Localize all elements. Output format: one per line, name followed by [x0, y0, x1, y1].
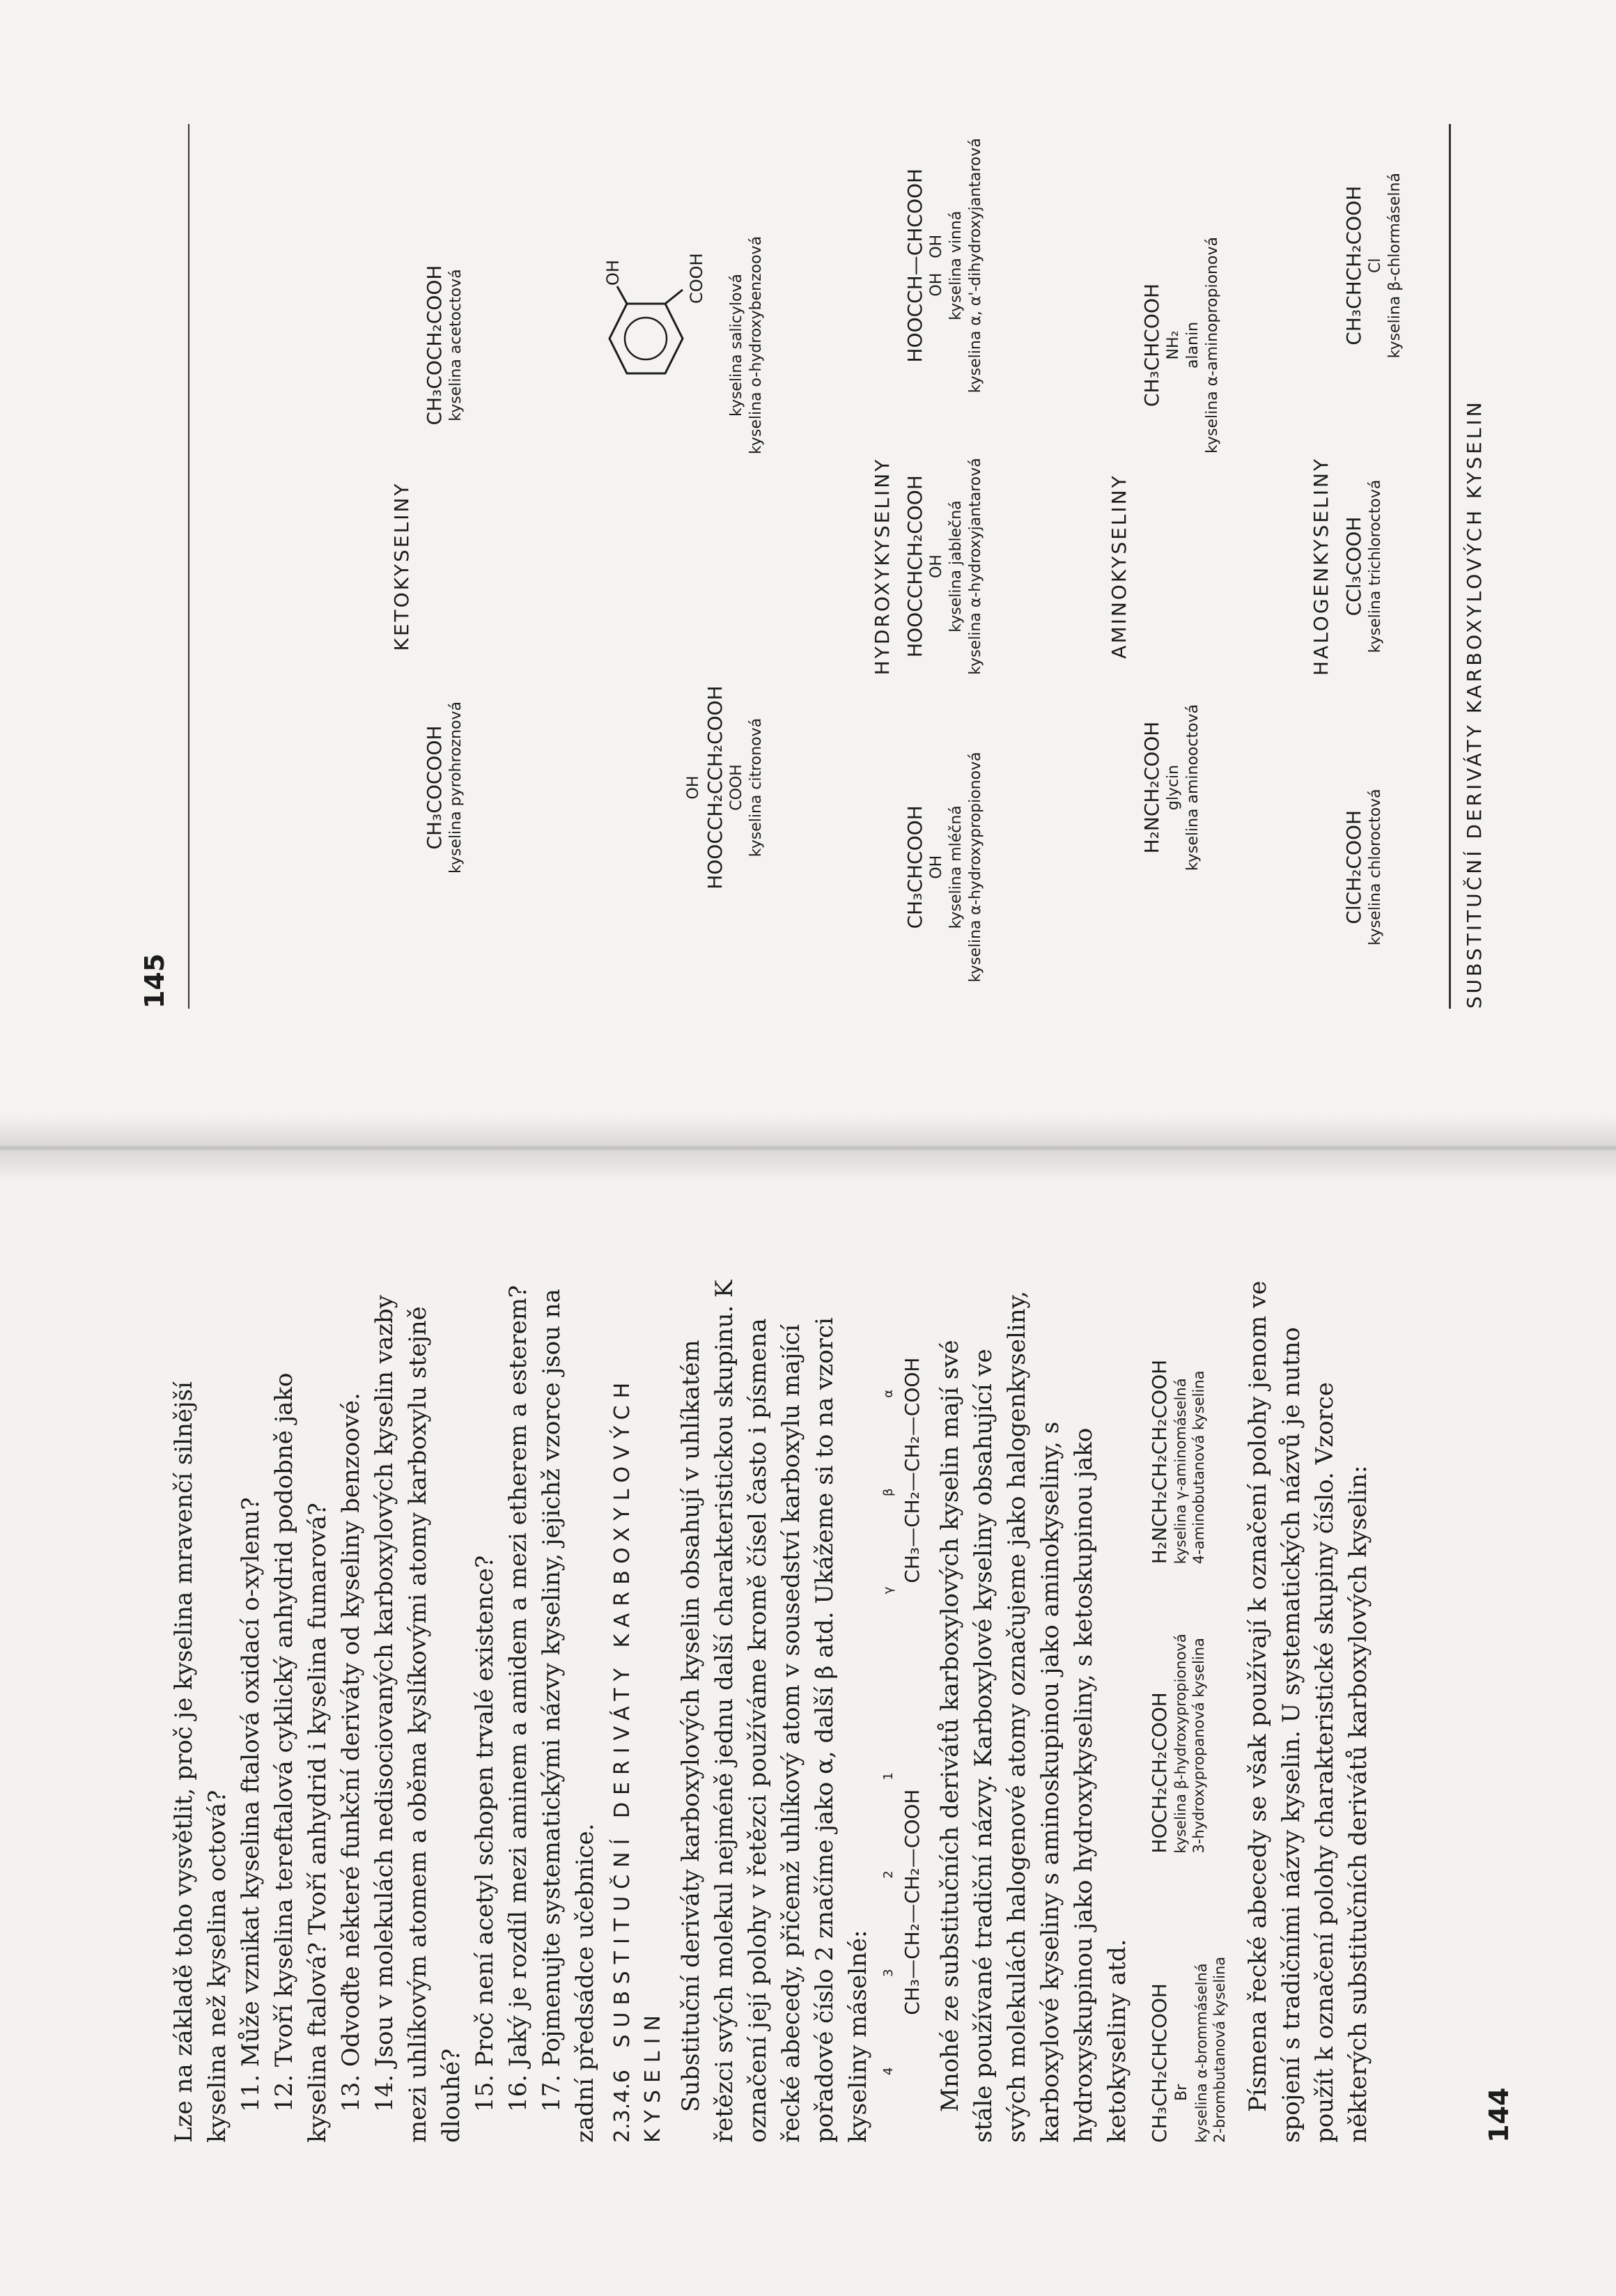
- compound-name: kyselina citronová: [747, 718, 765, 858]
- compound: [903, 726, 986, 1009]
- compound-substituent: OH OH: [928, 234, 945, 297]
- compound-name: glycin: [1165, 764, 1182, 811]
- compound-substituent: NH₂: [1165, 330, 1182, 360]
- compound: [1342, 124, 1405, 407]
- section-heading: [607, 1279, 669, 2143]
- greek-formula: [882, 1347, 929, 1594]
- question-13: 13. Odvoďte některé funkční deriváty od kyseliny benzoové.: [337, 1393, 365, 2112]
- header-rule: [1449, 124, 1451, 1009]
- example-name: kyselina γ-aminomáselná: [1172, 1378, 1189, 1565]
- compound-systematic-name: kyselina α-aminopropionová: [1204, 237, 1221, 453]
- example-systematic-name: 2-brombutanová kyselina: [1211, 1956, 1228, 2143]
- paragraph-2: Mnohé ze substitučních derivátů karboxylových kyselin mají své stále používané tradiční názvy. Karboxylové kyseliny obsahující ve svých molekulách halogenové atomy označujeme jako halogenkyseliny, karboxylové kyseliny s aminoskupinou jako aminokyseliny, s hydroxyskupinou jako hydroxykyseliny, s ketoskupinou jako ketokyseliny atd.: [936, 1290, 1131, 2143]
- compound-name: kyselina pyrohroznová: [447, 701, 465, 874]
- example-systematic-name: 3-hydroxypropanová kyselina: [1190, 1638, 1207, 1854]
- compound-salicylic: [603, 203, 766, 486]
- compound-name: kyselina salicylová: [728, 274, 745, 417]
- compound-systematic-name: kyselina α-hydroxyjantarová: [967, 458, 984, 675]
- compound: [423, 203, 466, 486]
- compound-name: kyselina acetoctová: [447, 269, 465, 421]
- numbered-chain: CH₃—CH₂—CH₂—COOH: [901, 1789, 924, 2015]
- group-row: [1342, 124, 1405, 1009]
- compound-systematic-name: kyselina α-hydroxypropionová: [967, 752, 984, 983]
- question-17: 17. Pojmenujte systematickými názvy kyseliny, jejichž vzorce jsou na zadní předsádce učebnice.: [538, 1289, 599, 2143]
- group-row: [603, 124, 766, 1009]
- compound-substituent: COOH: [728, 764, 745, 811]
- group-row: [423, 124, 466, 1009]
- example-item: [1148, 1568, 1229, 1853]
- page-number-right: 145: [139, 953, 170, 1009]
- example-item: [1148, 1279, 1229, 1564]
- compound-formula: CH₃CHCOOH: [1140, 283, 1163, 408]
- book-gutter: [0, 1115, 1616, 1181]
- example-systematic-name: 4-aminobutanová kyselina: [1190, 1370, 1207, 1565]
- compound-name: kyselina trichloroctová: [1367, 479, 1384, 653]
- compound-name: kyselina β-chlormáselná: [1386, 173, 1404, 359]
- group-row: [1140, 124, 1222, 1009]
- example-name: kyselina β-hydroxypropionová: [1172, 1634, 1189, 1854]
- group-row: [903, 124, 986, 1009]
- compound-formula: CH₃CHCOOH: [903, 805, 926, 929]
- page-number-left: 144: [1484, 2087, 1514, 2143]
- example-substituent: Br: [1173, 2084, 1190, 2101]
- salicylic-cooh-label: COOH: [687, 252, 706, 304]
- compound-substituent: OH: [928, 554, 945, 578]
- section-number: 2.3.4.6: [610, 2070, 635, 2143]
- group-heading: KETOKYSELINY: [390, 481, 413, 651]
- compound: [1342, 425, 1405, 708]
- left-text-column: [167, 1279, 1375, 2143]
- compound: [903, 124, 986, 407]
- intro-paragraph: Lze na základě toho vysvětlit, proč je kyselina mravenčí silnější kyselina než kyselina octová?: [170, 1381, 231, 2143]
- salicylic-oh-label: OH: [603, 259, 623, 286]
- question-16: 16. Jaký je rozdíl mezi aminem a amidem a mezi etherem a esterem?: [504, 1285, 532, 2112]
- compound-formula: HOOCCH—CHCOOH: [903, 168, 926, 363]
- compound-name: kyselina vinná: [947, 210, 965, 320]
- group-halogen-acids: [1310, 124, 1405, 1009]
- example-formula: H₂NCH₂CH₂CH₂COOH: [1148, 1359, 1171, 1565]
- group-heading: HALOGENKYSELINY: [1310, 456, 1333, 676]
- question-11: 11. Může vznikat kyselina ftalová oxidací o-xylenu?: [237, 1497, 265, 2112]
- compound-citric: [684, 646, 766, 929]
- compound-formula: ClCH₂COOH: [1342, 809, 1365, 924]
- greek-letters: γ β α: [881, 1346, 896, 1595]
- question-12: 12. Tvoří kyselina tereftalová cyklický anhydrid podobně jako kyselina ftalová? Tvoří anhydrid i kyselina fumarová?: [270, 1372, 332, 2143]
- compound-systematic-name: kyselina o-hydroxybenzoová: [747, 235, 765, 455]
- compound: [1342, 726, 1405, 1009]
- compound-substituent: OH: [928, 855, 945, 879]
- compound-name: alanin: [1184, 321, 1202, 369]
- compound: [1140, 203, 1222, 486]
- example-formula: CH₃CH₂CHCOOH: [1148, 1983, 1171, 2143]
- numbered-formula: [882, 1729, 929, 2075]
- group-hydroxy-acids-2: [603, 124, 766, 1009]
- compound-formula: H₂NCH₂COOH: [1140, 721, 1163, 854]
- example-formulas: [1148, 1279, 1229, 2143]
- carbon-numbers: 4 3 2 1: [881, 1729, 896, 2076]
- compound: [903, 425, 986, 708]
- question-15: 15. Proč není acetyl schopen trvalé existence?: [471, 1555, 499, 2112]
- benzene-ring-icon: [603, 252, 724, 436]
- paragraph-1: Substituční deriváty karboxylových kyselin obsahují v uhlíkatém řetězci svých molekul nejméně jednu další charakteristickou skupinu. K označení její polohy v řetězci používáme kromě čísel často i písmena řecké abecedy, přičemž uhlíkový atom v sousedství karboxylu mající pořadové číslo 2 značíme jako α, další β atd. Ukážeme si to na vzorci kyseliny máselné:: [677, 1280, 872, 2143]
- compound-substituent: Cl: [1367, 258, 1384, 273]
- example-formula: HOCH₂CH₂COOH: [1148, 1692, 1171, 1854]
- compound-formula: HOOCCH₂CCH₂COOH: [704, 685, 727, 890]
- group-heading: AMINOKYSELINY: [1108, 474, 1131, 659]
- compound: [1140, 646, 1222, 929]
- section-title: SUBSTITUČNÍ DERIVÁTY KARBOXYLOVÝCH KYSELIN: [610, 1375, 665, 2143]
- compound-formula: HOOCCHCH₂COOH: [903, 475, 926, 658]
- example-item: [1148, 1858, 1229, 2143]
- compound: [423, 646, 466, 929]
- compound-formula: CH₃COCOOH: [423, 725, 446, 850]
- bottom-rule: [188, 124, 189, 1009]
- compound-systematic-name: kyselina α, α'-dihydroxyjantarová: [967, 138, 984, 394]
- group-hydroxy-acids: [871, 124, 986, 1009]
- compound-systematic-name: kyselina aminooctová: [1184, 704, 1202, 871]
- paragraph-3: Písmena řecké abecedy se však používají k označení polohy jenom ve spojení s tradičními názvy kyselin. U systematických názvů je nutno použít k označení polohy charakteristické skupiny číslo. Vzorce některých substitučních derivátů karboxylových kyselin:: [1244, 1280, 1372, 2143]
- butyric-acid-formulas: [882, 1279, 929, 2143]
- group-heading: HYDROXYKYSELINY: [871, 457, 894, 676]
- group-keto-acids: [390, 124, 466, 1009]
- example-name: kyselina α-brommáselná: [1193, 1963, 1210, 2143]
- compound-substituent-top: OH: [685, 775, 702, 800]
- compound-name: kyselina mléčná: [947, 805, 965, 929]
- compound-name: kyselina chloroctová: [1367, 789, 1384, 946]
- compound-formula: CH₃COCH₂COOH: [423, 265, 446, 426]
- question-14: 14. Jsou v molekulách nedisociovaných karboxylových kyselin vazby mezi uhlíkovým atomem a oběma kyslíkovými atomy karboxylu stejně dlouhé?: [371, 1295, 465, 2143]
- compound-formula: CCl₃COOH: [1342, 516, 1365, 616]
- greek-chain: CH₃—CH₂—CH₂—COOH: [901, 1357, 924, 1583]
- running-head: SUBSTITUČNÍ DERIVÁTY KARBOXYLOVÝCH KYSELIN: [1463, 399, 1486, 1009]
- compound-formula: CH₃CHCH₂COOH: [1342, 185, 1365, 346]
- compound-name: kyselina jablečná: [947, 500, 965, 633]
- group-amino-acids: [1108, 124, 1222, 1009]
- left-page: [0, 1148, 1616, 2296]
